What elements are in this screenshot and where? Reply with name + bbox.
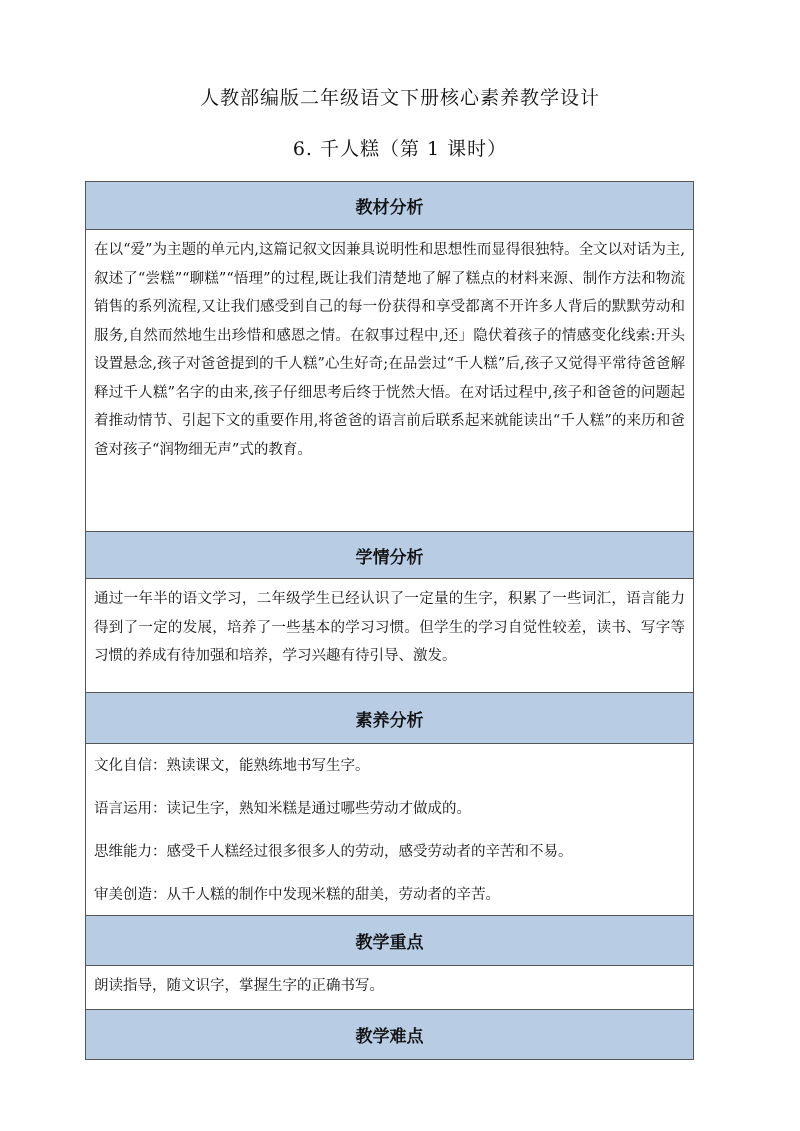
paragraph: 朗读指导，随文识字，掌握生字的正确书写。 [94, 978, 384, 994]
section-heading-student-analysis [86, 532, 693, 579]
literacy-item-thinking: 思维能力：感受千人糕经过很多很多人的劳动，感受劳动者的辛苦和不易。 [94, 844, 573, 860]
literacy-item-language: 语言运用：读记生字，熟知米糕是通过哪些劳动才做成的。 [94, 801, 471, 817]
lesson-design-table [85, 181, 694, 1060]
section-heading-label: 教学重点 [355, 933, 424, 953]
section-heading-teaching-focus [86, 916, 693, 966]
document-title: 人教部编版二年级语文下册核心素养教学设计 [199, 87, 600, 109]
paragraph: 通过一年半的语文学习，二年级学生已经认识了一定量的生字，积累了一些词汇，语言能力得到了一定的发展，培养了一些基本的学习习惯。但学生的学习自觉性较差，读书、写字等习惯的养成有待加强和培养，学习兴趣有待引导、激发。 [94, 591, 685, 664]
section-heading-literacy-analysis [86, 693, 693, 744]
paragraph: 在以“爱”为主题的单元内,这篇记叙文因兼具说明性和思想性而显得很独特。全文以对话为主,叙述了“尝糕”“聊糕”“悟理”的过程,既让我们清楚地了解了糕点的材料来源、制作方法和物流销售的系列流程,又让我们感受到自己的每一份获得和享受都离不开许多人背后的默默劳动和服务,自然而然地生出珍惜和感恩之情。在叙事过程中,还」隐伏着孩子的情感变化线索:开头设置悬念,孩子对爸爸提到的千人糕”心生好奇;在品尝过“千人糕”后,孩子又觉得平常待爸爸解释过千人糕”名字的由来,孩子仔细思考后终于恍然大悟。在对话过程中,孩子和爸爸的问题起着推动情节、引起下文的重要作用,将爸爸的语言前后联系起来就能读出“千人糕”的来历和爸爸对孩子“润物细无声”式的教育。 [94, 242, 685, 458]
section-heading-label: 素养分析 [355, 710, 424, 731]
section-body-textbook-analysis [86, 230, 693, 532]
literacy-item-aesthetics: 审美创造：从千人糕的制作中发现米糕的甜美，劳动者的辛苦。 [94, 887, 500, 903]
section-heading-textbook-analysis [86, 182, 693, 230]
lesson-title: 6. 千人糕（第 1 课时） [292, 138, 508, 160]
section-body-student-analysis [86, 579, 693, 693]
section-heading-label: 教学难点 [355, 1027, 424, 1047]
section-heading-label: 教材分析 [355, 198, 424, 218]
section-heading-label: 学情分析 [355, 547, 424, 568]
literacy-item-culture: 文化自信：熟读课文，能熟练地书写生字。 [94, 758, 370, 774]
section-body-literacy-analysis [86, 744, 693, 916]
section-body-teaching-focus [86, 966, 693, 1010]
section-heading-teaching-difficulty [86, 1010, 693, 1059]
